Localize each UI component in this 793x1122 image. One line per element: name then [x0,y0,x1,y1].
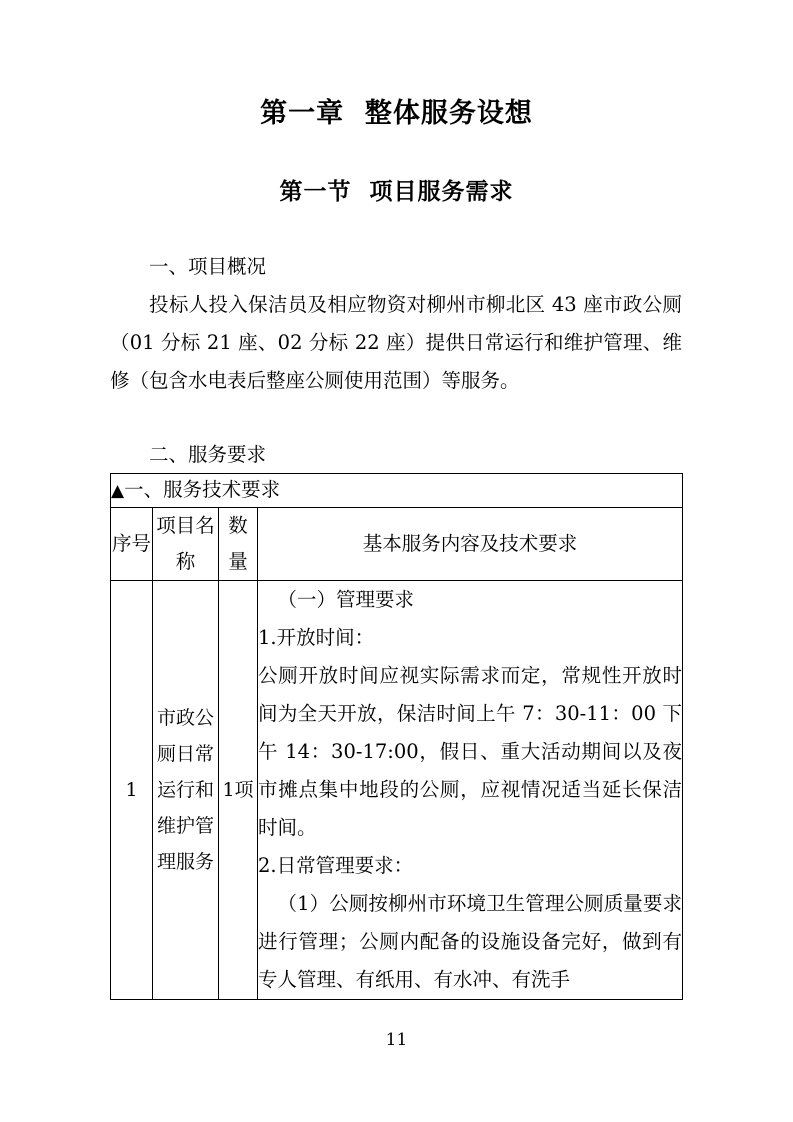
table-banner-label: 一、服务技术要求 [124,478,281,501]
desc-line: （1）公厕按柳州市环境卫生管理公厕质量要求进行管理；公厕内配备的设施设备完好，做到有专人管理、有纸用、有水冲、有洗手 [258,892,683,991]
column-header-name: 项目名称 [153,508,219,581]
paragraph-overview: 投标人投入保洁员及相应物资对柳州市柳北区 43 座市政公厕（01 分标 21 座、02 分标 22 座）提供日常运行和维护管理、维修（包含水电表后整座公厕使用范围）等服务。 [110,293,682,392]
cell-qty: 1项 [219,581,258,1000]
table-banner-cell [111,474,683,508]
desc-line: 1.开放时间： [258,626,375,649]
cell-description [258,581,683,1000]
service-requirements-table [110,473,683,1000]
page-number: 11 [385,1030,408,1050]
page-subtitle: 第一节 项目服务需求 [279,179,514,205]
cell-name: 市政公厕日常运行和维护管理服务 [153,581,219,1000]
triangle-marker-icon: ▲ [111,481,125,501]
section-heading-service-requirements: 二、服务要求 [149,443,267,466]
page-title: 第一章 整体服务设想 [260,98,533,129]
table-banner-row [111,474,683,508]
table-row [111,581,683,1000]
cell-seq: 1 [111,581,153,1000]
table-header-row [111,508,683,581]
column-header-seq: 序号 [111,508,153,581]
desc-line: 2.日常管理要求： [258,854,414,877]
column-header-desc: 基本服务内容及技术要求 [258,508,683,581]
column-header-qty: 数量 [219,508,258,581]
desc-line: （一）管理要求 [277,588,415,611]
section-heading-overview: 一、项目概况 [149,255,267,278]
desc-line: 公厕开放时间应视实际需求而定，常规性开放时间为全天开放，保洁时间上午 7：30-11：00 下午 14：30-17:00，假日、重大活动期间以及夜市摊点集中地段的公厕，应视情况适当延长保洁时间。 [258,664,683,839]
